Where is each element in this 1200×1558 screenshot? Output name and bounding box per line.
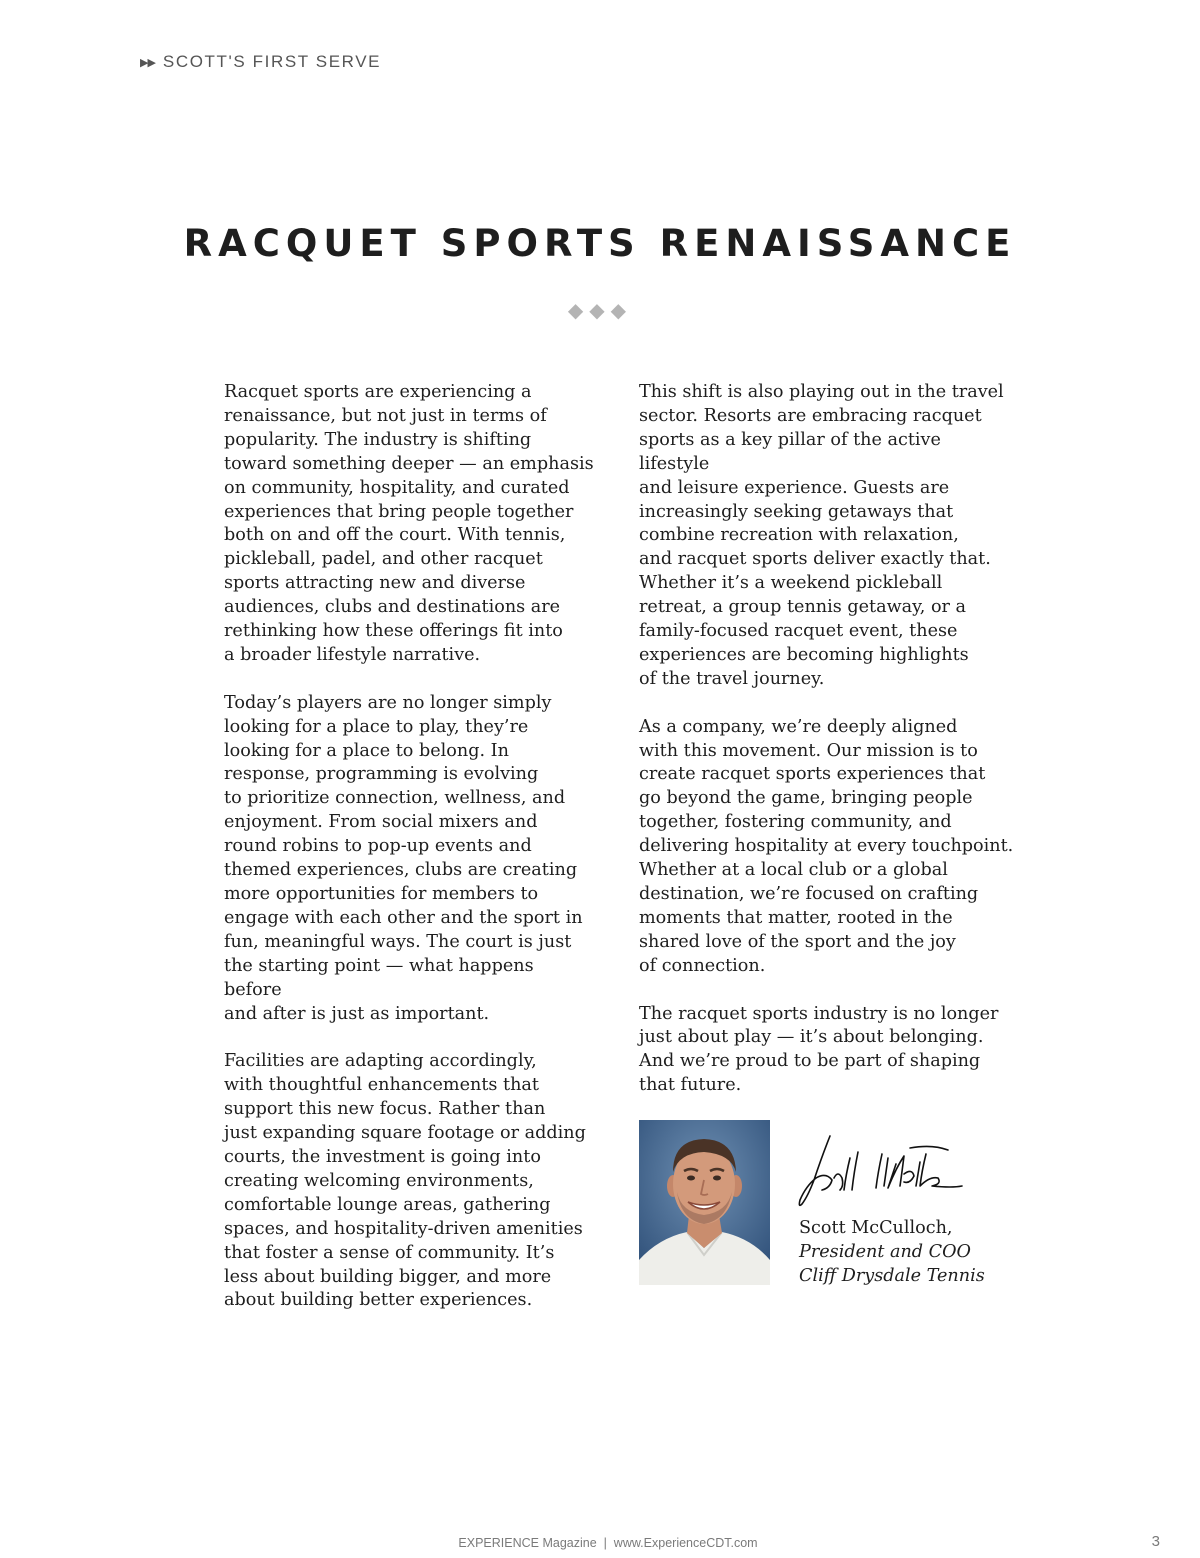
paragraph: Today’s players are no longer simply looking for a place to play, they’re looking for a place to belong. In response, programming is evolving to prioritize connection, wellness, and enjoyment. From social mixers and round robins to pop-up events and themed experiences, clubs are creating more opportunities for members to engage with each other and the sport in fun, meaningful ways. The court is just the starting point — what happens before and after is just as important. [224,692,583,1024]
author-portrait [639,1120,770,1285]
double-arrow-icon: ▶▶ [140,56,155,69]
section-label: SCOTT'S FIRST SERVE [162,52,382,71]
footer-text: EXPERIENCE Magazine | www.ExperienceCDT.com [458,1536,758,1550]
paragraph: The racquet sports industry is no longer just about play — it’s about belonging. And we’re proud to be part of shaping that future. [639,1003,999,1096]
diamond-ornament-icon: ◆◆◆ [567,298,633,322]
author-credit [799,1216,985,1288]
section-tag [140,52,381,72]
paragraph: As a company, we’re deeply aligned with this movement. Our mission is to create racquet sports experiences that go beyond the game, bringing people together, fostering community, and delivering hospitality at every touchpoint. Whether at a local club or a global destination, we’re focused on crafting moments that matter, rooted in the shared love of the sport and the joy of connection. [639,716,1014,976]
paragraph: Facilities are adapting accordingly, with thoughtful enhancements that support this new focus. Rather than just expanding square footage or adding courts, the investment is going into creating welcoming environments, comfortable lounge areas, gathering spaces, and hospitality-driven amenities that foster a sense of community. It’s less about building bigger, and more about building better experiences. [224,1051,586,1311]
author-name: Scott McCulloch, [799,1218,953,1238]
left-column [224,381,594,1337]
author-company: Cliff Drysdale Tennis [799,1266,985,1286]
paragraph: Racquet sports are experiencing a renaissance, but not just in terms of popularity. The industry is shifting toward something deeper — an emphasis on community, hospitality, and curated experiences that bring people together both on and off the court. With tennis, pickleball, padel, and other racquet sports attracting new and diverse audiences, clubs and destinations are rethinking how these offerings fit into a broader lifestyle narrative. [224,382,594,665]
paragraph: This shift is also playing out in the travel sector. Resorts are embracing racquet sports as a key pillar of the active lifestyle and leisure experience. Guests are increasingly seeking getaways that combine recreation with relaxation, and racquet sports deliver exactly that. Whether it’s a weekend pickleball retreat, a group tennis getaway, or a family-focused racquet event, these experiences are becoming highlights of the travel journey. [639,382,1004,689]
author-signature [792,1128,972,1212]
page-number: 3 [1151,1533,1160,1550]
author-title: President and COO [799,1242,971,1262]
article-title: RACQUET SPORTS RENAISSANCE [183,222,1017,265]
right-column [639,381,1015,1122]
